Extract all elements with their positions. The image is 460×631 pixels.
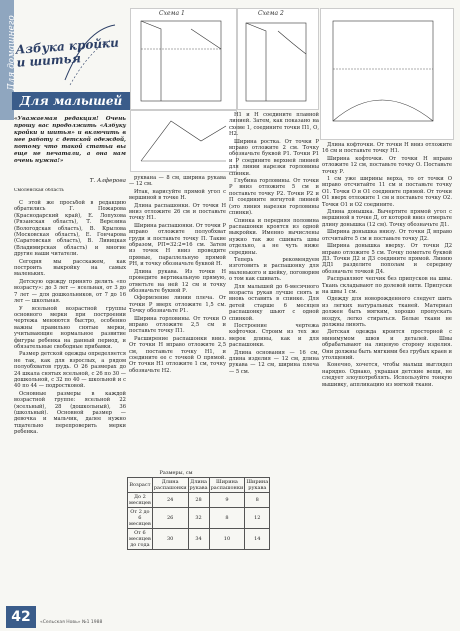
column-2 xyxy=(129,175,226,465)
col1-paragraph: Сегодня мы расскажем, как построить выкройку на самых маленьких. xyxy=(14,258,126,278)
col1-paragraph: У ясельной возрастной группы основного мерки при построении чертежа меняются быстро, особенно важны правильно снятые мерки, учитывающие нормальное развитие фигуры ребенка на данный период, и обязательные свободные прибавки. xyxy=(14,305,126,350)
table-header-cell: Возраст xyxy=(128,478,153,493)
col3-paragraph: Для малышей до 6-месячного возраста рукав лучше снять и вновь оставить в спинке. Для детей старше 6 месяцев распашонку шьют с одной спинкой. xyxy=(229,283,319,322)
scheme-2-drawing xyxy=(238,9,318,109)
table-cell: 14 xyxy=(245,529,270,550)
col2-paragraph: Расширение распашонки вниз. От точки Н вправо отложите 2,5 см, поставьте точку Н1, и соедините ее с точкой О прямой. От точки Н1 отложите 1 см, точку обозначьте Н2. xyxy=(129,335,226,374)
col4-paragraph: Расправляют чепчик без припусков на швы. Ткань складывают по долевой нити. Припуски на швы 1 см. xyxy=(322,276,452,295)
table-header-cell: Ширина рукава xyxy=(246,479,269,491)
col3-paragraph: Глубина горловины. От точки Р вниз отложите 5 см и поставьте точку Р2. Точки Р2 и П соедините вогнутой линией (это линия нарезки горловины спинки). xyxy=(229,178,319,217)
table-cell: 8 xyxy=(209,508,245,529)
column-1 xyxy=(14,200,126,600)
col4-paragraph: Ширина донышка внизу. От точки Д вправо отсчитайте 5 см и поставьте точку Д2. xyxy=(322,229,452,242)
page-number: 42 xyxy=(6,606,36,628)
column-4 xyxy=(322,142,452,602)
scheme-4-drawing xyxy=(321,9,453,139)
reader-letter: «Уважаемая редакция! Очень прошу вас продолжить «Азбуку кройки и шитья» и включить в нее работу с детской одеждой, потому что такой статьи вы еще не печатали, а она нам очень нужна!» xyxy=(14,116,126,164)
rubric-title: Азбука кройки и шитья xyxy=(15,35,120,70)
article-title: Для малышей xyxy=(12,92,130,110)
col3-paragraph: Спинка и передняя половина распашонки кроятся из одной выкройки. Именно вычислены нужно так же сшивать швы отдельно, а не чуть ниже середины. xyxy=(229,217,319,256)
col4-paragraph: 1 см уже ширины верха, то от точки О вправо отсчитайте 11 см и поставьте точку О1. Точки О и О1 соедините прямой. От точки О1 вверх отложите 1 см и поставьте точку О2. Точки О1 и О2 соедините. xyxy=(322,176,452,208)
col4-paragraph: Длина донышка. Вычертите прямой угол с вершиной в точке Д, от которой вниз отмерьте длину донышка (12 см). Точку обозначьте Д1. xyxy=(322,209,452,228)
col2-paragraph: Ширина горловины. От точки О вправо отложите 2,5 см и поставьте точку П1. xyxy=(129,315,226,335)
col2-paragraph: руквана — 8 см, ширина рукава — 12 см. xyxy=(129,175,226,188)
col4-paragraph: Одежду для новорожденного следует шить из легких натуральных тканей. Материал должен быть мягким, хорошо пропускать воздух, легко стираться. Белые ткани не должны линять. xyxy=(322,296,452,328)
col3-paragraph: Теперь рекомендуем изготовить и распашонку для маленького и шейку, поговорим о том как сшивать. xyxy=(229,256,319,283)
table-cell: 12 xyxy=(245,508,270,529)
side-section-label: Для домашнего xyxy=(7,15,17,91)
scheme-4-diagram xyxy=(320,8,454,140)
scheme-2-diagram xyxy=(237,8,319,110)
table-cell: 24 xyxy=(152,493,188,508)
table-cell: 34 xyxy=(188,529,209,550)
scheme-1-drawing xyxy=(131,9,236,109)
col2-paragraph: Ширина распашонки. От точки Р вправо отложите полуобхват груди и поставьте точку П. Такие образом, РП=32:2=16 см. Затем из точек Н вниз проведите прямые, параллельную прямой РН, и точку обозначьте буквой Н. xyxy=(129,222,226,268)
scheme-3-diagram xyxy=(130,110,237,172)
col3-paragraph: Построение чертежа кофточки. Строим из тех же мерок длины, как и для распашонки. xyxy=(229,323,319,349)
col4-paragraph: Ширина кофточки. От точки Н вправо отложите 12 см, поставьте точку О. Поставьте точку Р. xyxy=(322,155,452,175)
table-cell: 30 xyxy=(152,529,188,550)
scheme-1-diagram xyxy=(130,8,237,110)
table-cell: До 2 месяцев xyxy=(129,494,151,506)
col2-paragraph: Оформление линии плеча. От точки Р вверх отложите 1,5 см. Точку обозначьте Р1. xyxy=(129,295,226,315)
table-cell: 9 xyxy=(209,493,245,508)
col2-paragraph: Длина рукава. Из точки Н проведите вертикальную прямую, отметьте на ней 12 см и точку обозначьте буквой Р. xyxy=(129,268,226,294)
col4-paragraph: Конечно, хочется, чтобы малыш выглядел нарядно. Однако, украшая детские вещи, не следует злоупотреблять. Используйте тонкую вышивку, аппликацию из мягкой ткани. xyxy=(322,362,452,388)
col4-paragraph: Длина кофточки. От точки Н вниз отложите 16 см и поставьте точку Н1. xyxy=(322,142,452,155)
table-cell: 28 xyxy=(188,493,209,508)
table-header-cell: Длина рукава xyxy=(189,479,208,491)
needle-thread-illustration xyxy=(60,20,120,90)
table-cell: 26 xyxy=(152,508,188,529)
col3-paragraph: Н1 и Н соедините плавной линией. Затем, как показано на схеме 1, соедините точки П1, О, Н2. xyxy=(229,112,319,138)
table-cell: 32 xyxy=(188,508,209,529)
table-header-cell: Длина распашонки xyxy=(153,479,187,491)
scheme-1-label: Схема 1 xyxy=(159,10,185,17)
col1-paragraph: Детскую одежду принято делить «по возрасту»: до 3 лет — ясельная, от 3 до 7 лет — для дошкольников, от 7 до 16 лет — школьная. xyxy=(14,278,126,305)
letter-signature: Т. Алферова xyxy=(89,178,126,184)
magazine-footer: «Сельская Новь» №1 1988 xyxy=(40,620,103,625)
column-3 xyxy=(229,112,319,602)
table-cell: 10 xyxy=(209,529,245,550)
table-cell: 8 xyxy=(245,493,270,508)
col3-paragraph: Ширина ростка. От точки Р вправо отложите 2 см. Точку обозначьте буквой Р1. Точки Р1 и Р соедините верхней линией для линии нарезки горловины спинки. xyxy=(229,138,319,177)
col1-paragraph: С этой же просьбой в редакцию обратились Г. Пожарова (Краснодарский край), Е. Лопухова (Рязанская область), Т. Верезина (Вологодская область), В. Крылова (Московская область), Е. Гончарова (Саратовская область), В. Ливицкая (Владимирская область) и многие другие наши читатели. xyxy=(14,200,126,258)
col4-paragraph: Детская одежда кроится просторной с минимумом швов и деталей. Швы обрабатывают на лицевую сторону изделия. Они должны быть мягкими без грубых краев и утолщений. xyxy=(322,329,452,361)
table-cell: От 6 месяцев до года xyxy=(129,530,151,548)
col2-paragraph: Итак, нарисуйте прямой угол с вершиной в точке Н. xyxy=(129,188,226,202)
scheme-2-label: Схема 2 xyxy=(258,10,284,17)
col1-paragraph: Основные размеры в каждой возрастной группе: ясельной 22 (ясельный), 28 (дошкольный), 36 (школьный). Основной размер — девочка и мальчик, далее нужно тщательно перепроверить мерки ребенка. xyxy=(14,390,126,436)
letter-region: Смоленская область xyxy=(14,188,64,193)
table-header-cell: Ширина распашонки xyxy=(210,479,244,491)
col4-paragraph: Ширина донышка вверху. От точки Д2 вправо отложите 5 см. Точку пометьте буквой Д3. Точки Д2 и Д3 соедините прямой. Линию ДД1 разделите пополам и середину обозначьте точкой Д4. xyxy=(322,243,452,275)
col3-paragraph: Длина основания — 16 см, длина изделия — 12 см, длина рукава — 12 см, ширина плеча — 5 см. xyxy=(229,349,319,375)
table-caption: Размеры, см xyxy=(159,470,193,476)
sizes-table xyxy=(127,470,269,550)
table-cell: От 2 до 6 месяцев xyxy=(129,509,151,527)
col2-paragraph: Длина распашонки. От точки Н вниз отложите 26 см и поставьте точку Н1. xyxy=(129,202,226,222)
col1-paragraph: Размер детской одежды определяется не так, как для взрослых, а рядом полуобхватов грудь. О 26 размерах до 24 шкала снятых ясельной, с 26 по 30 — дошкольной, с 32 по 40 — школьной и с 40 по 44 — подростковой. xyxy=(14,351,126,390)
scheme-3-drawing xyxy=(131,111,236,171)
